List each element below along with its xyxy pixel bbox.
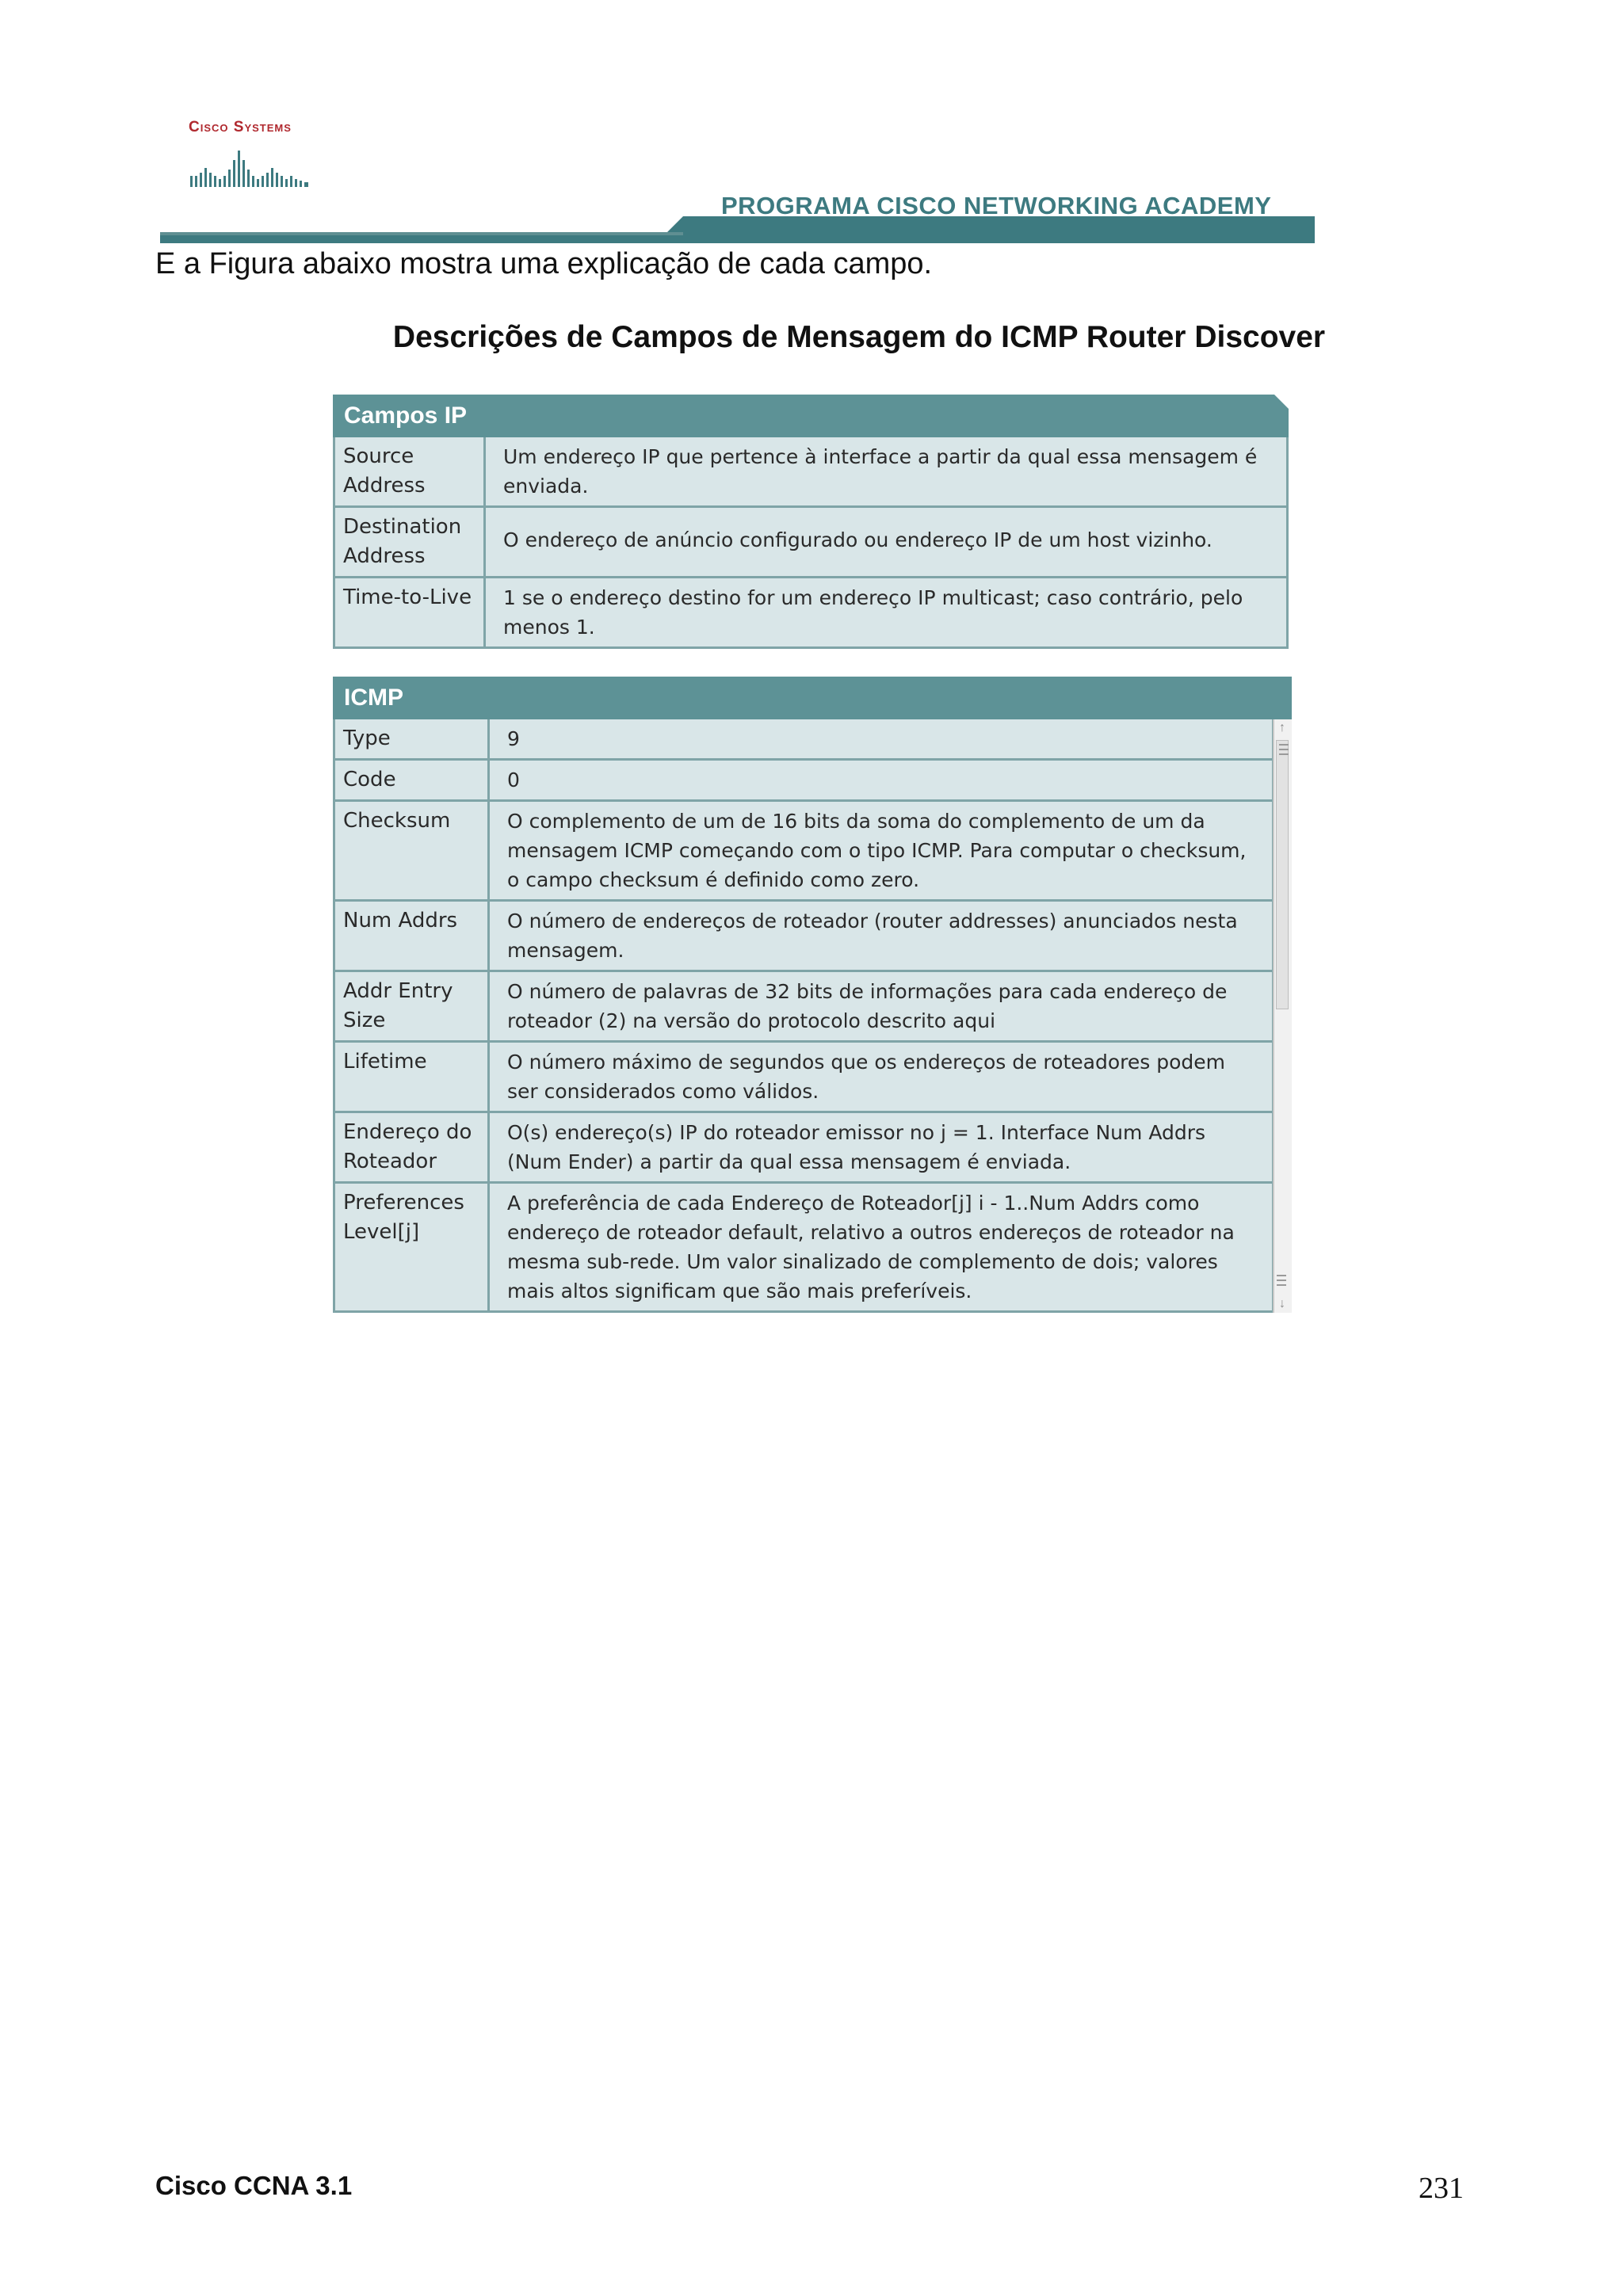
icmp-table-body (333, 719, 1274, 1313)
scrollbar-thumb[interactable] (1276, 740, 1289, 1009)
footer-course-name: Cisco CCNA 3.1 (155, 2171, 353, 2200)
banner-title: PROGRAMA CISCO NETWORKING ACADEMY (721, 192, 1272, 219)
field-description: O número de endereços de roteador (router addresses) anunciados nesta mensagem. (507, 910, 1238, 962)
table-row (335, 719, 1272, 761)
logo-text: Cisco Systems (189, 119, 292, 135)
table-row (335, 761, 1272, 802)
icmp-table-title: ICMP (333, 677, 1292, 719)
field-description: O número de palavras de 32 bits de informações para cada endereço de roteador (2) na versão do protocolo descrito aqui (507, 980, 1228, 1032)
figure-title: Descrições de Campos de Mensagem do ICMP Router Discover (392, 320, 1326, 354)
icmp-table-scrollbar[interactable] (1273, 719, 1292, 1313)
table-row (335, 1184, 1272, 1313)
table-row (335, 972, 1272, 1043)
field-name: Code (335, 761, 490, 799)
table-row (335, 902, 1272, 972)
field-name: Checksum (335, 802, 490, 899)
field-description: O complemento de um de 16 bits da soma do complemento de um da mensagem ICMP começando com o tipo ICMP. Para computar o checksum, o campo checksum é definido como zero. (507, 810, 1247, 891)
grip-icon (1277, 1275, 1286, 1286)
field-description: 1 se o endereço destino for um endereço IP multicast; caso contrário, pelo menos 1. (503, 586, 1243, 639)
page-number: 231 (1419, 2172, 1464, 2205)
field-description: O endereço de anúncio configurado ou endereço IP de um host vizinho. (503, 528, 1212, 551)
table-row (335, 802, 1272, 902)
field-description: A preferência de cada Endereço de Roteador[j] i - 1..Num Addrs como endereço de roteador default, relativo a outros endereços de roteador na mesma sub-rede. Um valor sinalizado de complemento de dois; valores mais altos significam que são mais preferíveis. (507, 1192, 1235, 1302)
field-name: Lifetime (335, 1043, 490, 1111)
table-row (335, 1043, 1272, 1113)
field-description: Um endereço IP que pertence à interface a partir da qual essa mensagem é enviada. (503, 445, 1258, 498)
intro-paragraph: E a Figura abaixo mostra uma explicação de cada campo. (155, 247, 933, 280)
field-name: Addr Entry Size (335, 972, 490, 1040)
icmp-fields-table (333, 677, 1292, 1313)
field-name: Preferences Level[j] (335, 1184, 490, 1310)
field-name: Time-to-Live (335, 578, 486, 646)
table-row (335, 437, 1286, 508)
field-description: 0 (507, 769, 520, 791)
grip-icon (1279, 744, 1289, 755)
field-description: O número máximo de segundos que os endereços de roteadores podem ser considerados como válidos. (507, 1051, 1225, 1103)
table-row (335, 508, 1286, 578)
field-name: Endereço do Roteador (335, 1113, 490, 1181)
field-name: Destination Address (335, 508, 486, 576)
table-row (335, 1113, 1272, 1184)
ip-table-title: Campos IP (333, 395, 1289, 437)
ip-table-body (333, 437, 1289, 649)
scroll-up-arrow-icon[interactable]: ↑ (1279, 721, 1285, 734)
field-name: Type (335, 719, 490, 758)
field-description: O(s) endereço(s) IP do roteador emissor no j = 1. Interface Num Addrs (Num Ender) a partir da qual essa mensagem é enviada. (507, 1121, 1206, 1173)
field-name: Num Addrs (335, 902, 490, 970)
field-name: Source Address (335, 437, 486, 505)
field-description: 9 (507, 727, 520, 750)
table-row (335, 578, 1286, 649)
cisco-bars-icon (190, 144, 317, 189)
cisco-systems-logo (189, 119, 323, 190)
scroll-down-arrow-icon[interactable]: ↓ (1279, 1297, 1285, 1310)
ip-fields-table (333, 395, 1289, 649)
